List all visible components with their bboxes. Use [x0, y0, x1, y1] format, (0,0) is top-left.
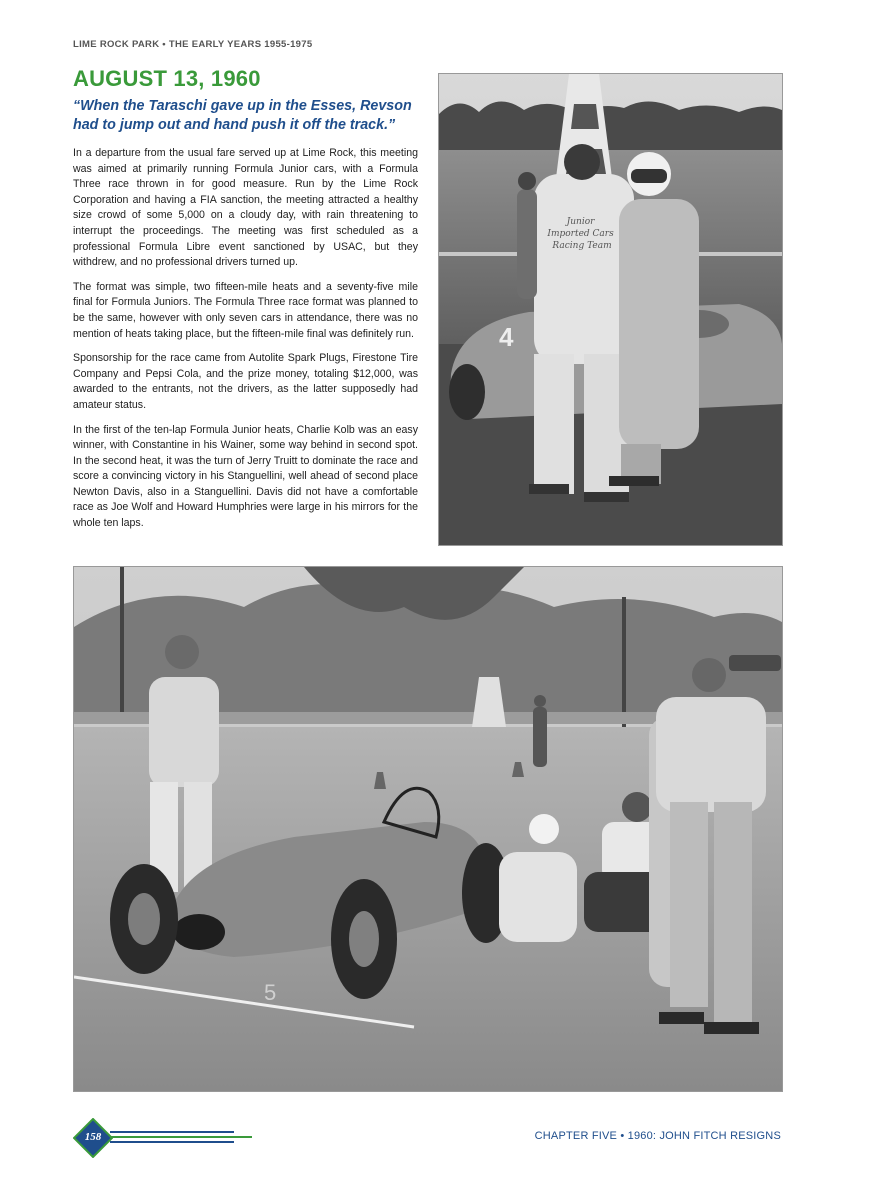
body-paragraph-1: In a departure from the usual fare served up at Lime Rock, this meeting was aimed at primarily running Formula Junior cars, with a Formula Three race thrown in for good measure. Run by the Lime Rock Corporation and having a FIA sanction, the meeting attracted a healthy size crowd of some 5,000 on a cloudy day, with rain threatening to interrupt the proceedings. The meeting was first scheduled as a professional Formula Libre event sanctioned by USAC, but they withdrew, and no professional drivers turned up. — [73, 147, 418, 269]
body-paragraph-4: In the first of the ten-lap Formula Junior heats, Charlie Kolb was an easy winner, with Constantine in his Wainer, some way behind in second spot. In the second heat, it was the turn of Jerry Truitt to dominate the race and score a convincing victory in his Stanguellini, well ahead of second place Newton Davis, also in a Stanguellini. Davis did not have a comfortable race as Joe Wolf and Howard Humphries were large in his mirrors for the whole ten laps. — [73, 423, 418, 530]
body-paragraph-2: The format was simple, two fifteen-mile heats and a seventy-five mile final for Formula Juniors. The Formula Three race format was planned to be the same, however with only seven cars in attendance, there was no mention of heats taking place, but the fifteen-mile final was definitely run. — [73, 280, 418, 340]
footer-rule-blue — [110, 1131, 234, 1133]
body-paragraph-3: Sponsorship for the race came from Autolite Spark Plugs, Firestone Tire Company and Pepsi Cola, and the prize money, totaling $12,000, was awarded to the entrants, not the drivers, as the latter supposedly had amateur status. — [73, 352, 418, 411]
page-number: 158 — [84, 1131, 102, 1143]
body-text-column — [73, 146, 418, 541]
photo-mechanics-by-car — [438, 73, 783, 546]
section-date-heading: AUGUST 13, 1960 — [73, 66, 261, 91]
photo-formula-junior-grid — [73, 566, 783, 1092]
page-number-badge — [73, 1118, 113, 1158]
jacket-lettering: Junior Imported Cars Racing Team — [547, 217, 614, 251]
footer-rule-blue-2 — [110, 1141, 234, 1143]
running-head: LIME ROCK PARK • THE EARLY YEARS 1955-1975 — [73, 39, 313, 50]
footer-rule-green — [110, 1136, 252, 1138]
pull-quote: “When the Taraschi gave up in the Esses, Revson had to jump out and hand push it off the track.” — [73, 98, 412, 133]
car-number: 4 — [499, 322, 514, 352]
grid-number: 5 — [264, 980, 277, 1005]
footer-chapter-title: CHAPTER FIVE • 1960: JOHN FITCH RESIGNS — [534, 1130, 781, 1142]
